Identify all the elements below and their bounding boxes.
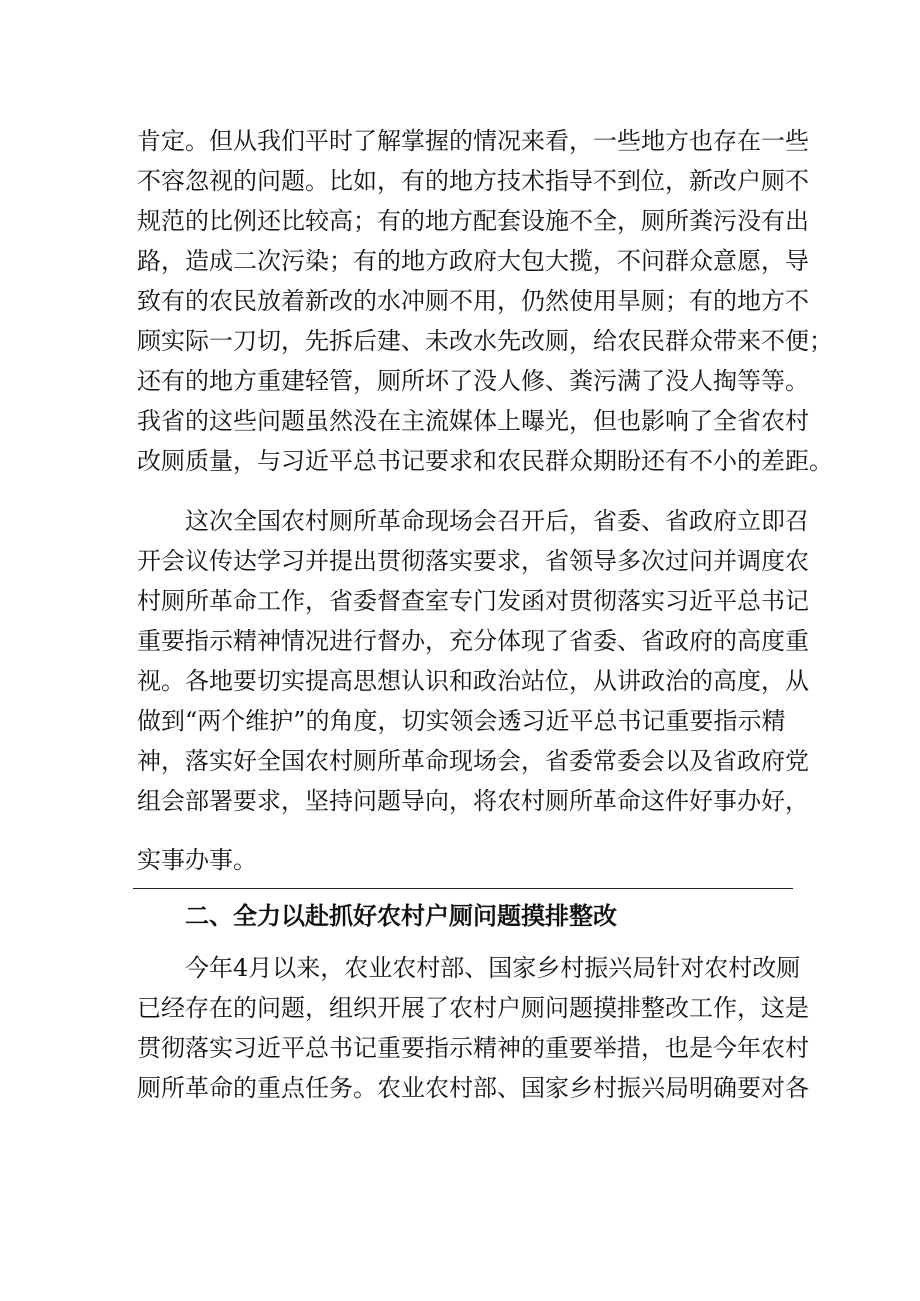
text-line: 已经存在的问题，组织开展了农村户厕问题摸排整改工作，这是 xyxy=(137,994,809,1022)
text-line: 不容忽视的问题。比如，有的地方技术指导不到位，新改户厕不 xyxy=(137,167,809,195)
text-line: 做到“两个维护”的角度，切实领会透习近平总书记重要指示精 xyxy=(137,707,786,735)
text-line: 我省的这些问题虽然没在主流媒体上曝光，但也影响了全省农村 xyxy=(137,407,809,435)
text-line: 厕所革命的重点任务。农业农村部、国家乡村振兴局明确要对各 xyxy=(137,1074,809,1102)
text-line: 规范的比例还比较高；有的地方配套设施不全，厕所粪污没有出 xyxy=(137,207,809,235)
text-line: 致有的农民放着新改的水冲厕不用，仍然使用旱厕；有的地方不 xyxy=(137,287,809,315)
text-line: 村厕所革命工作，省委督查室专门发函对贯彻落实习近平总书记 xyxy=(137,587,809,615)
text-line: 组会部署要求，坚持问题导向，将农村厕所革命这件好事办好， xyxy=(137,787,809,815)
text-line: 还有的地方重建轻管，厕所坏了没人修、粪污满了没人掏等等。 xyxy=(137,367,809,395)
text-line: 路，造成二次污染；有的地方政府大包大揽，不问群众意愿，导 xyxy=(137,247,809,275)
horizontal-rule xyxy=(133,888,793,889)
text-line: 这次全国农村厕所革命现场会召开后，省委、省政府立即召 xyxy=(185,507,809,535)
text-line: 顾实际一刀切，先拆后建、未改水先改厕，给农民群众带来不便； xyxy=(137,327,833,355)
text-line: 改厕质量，与习近平总书记要求和农民群众期盼还有不小的差距。 xyxy=(137,447,833,475)
text-line: 开会议传达学习并提出贯彻落实要求，省领导多次过问并调度农 xyxy=(137,547,809,575)
section-heading: 二、全力以赴抓好农村户厕问题摸排整改 xyxy=(185,902,617,930)
text-line: 肯定。但从我们平时了解掌握的情况来看，一些地方也存在一些 xyxy=(137,127,809,155)
text-line: 实事办事。 xyxy=(137,846,257,874)
text-line: 神，落实好全国农村厕所革命现场会，省委常委会以及省政府党 xyxy=(137,747,809,775)
text-line: 重要指示精神情况进行督办，充分体现了省委、省政府的高度重 xyxy=(137,627,809,655)
text-line: 贯彻落实习近平总书记重要指示精神的重要举措，也是今年农村 xyxy=(137,1034,809,1062)
text-line: 今年4月以来，农业农村部、国家乡村振兴局针对农村改厕 xyxy=(185,954,801,982)
text-line: 视。各地要切实提高思想认识和政治站位，从讲政治的高度，从 xyxy=(137,667,809,695)
